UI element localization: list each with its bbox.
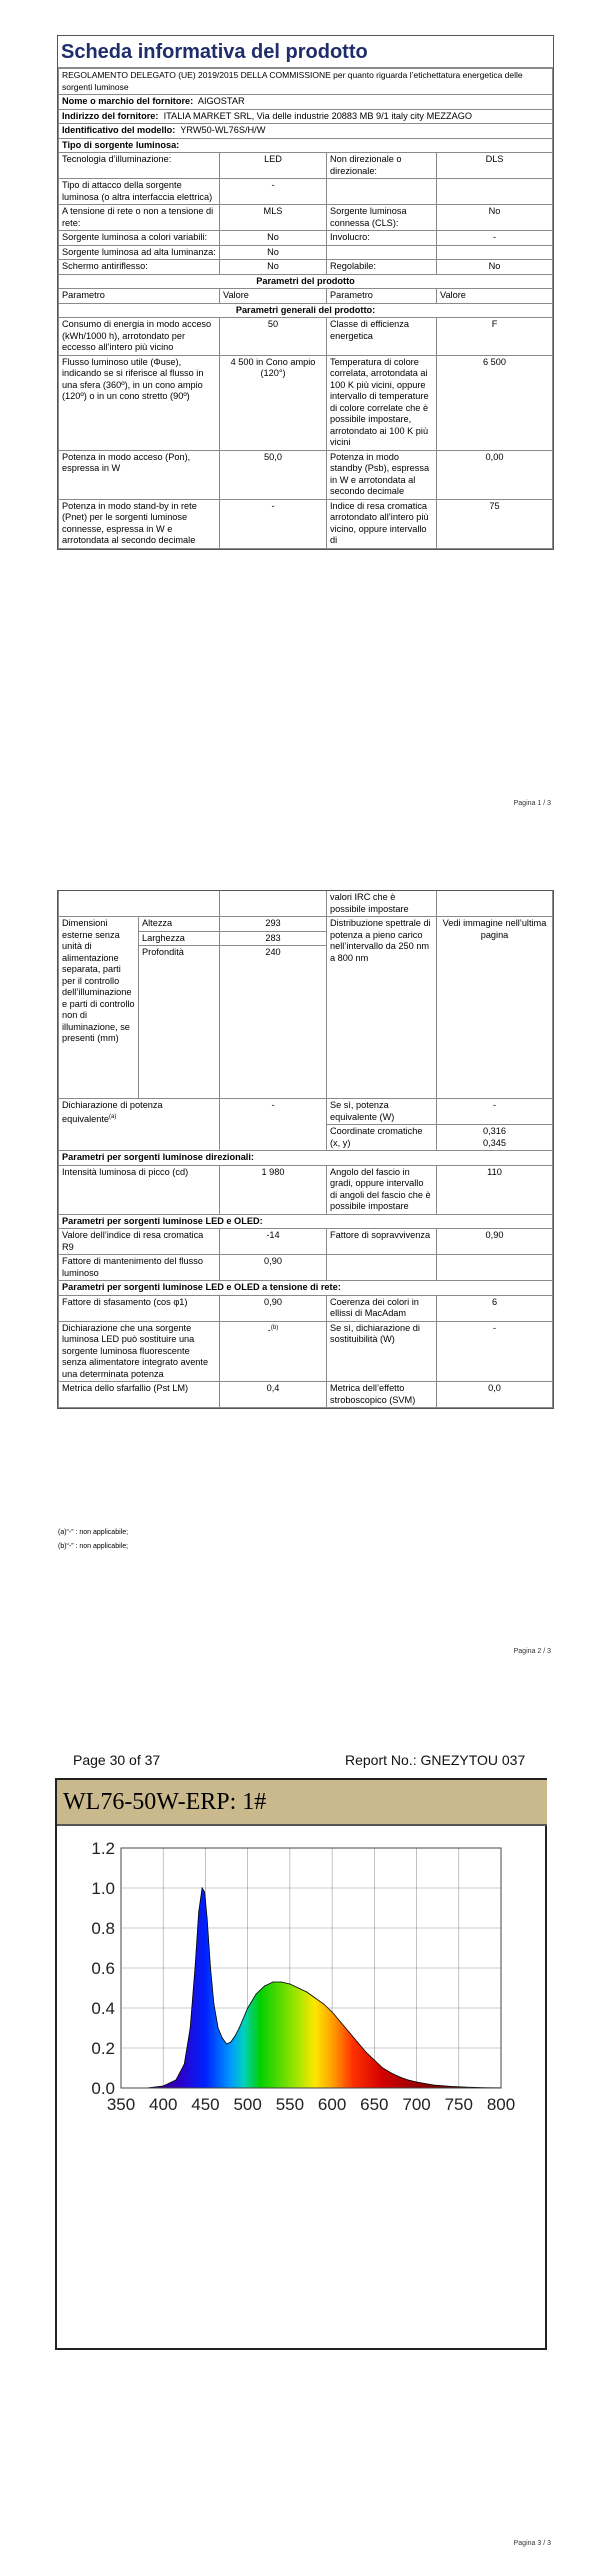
table-row [59,205,553,231]
y-tick-label: 0.8 [91,1919,115,1938]
dimensions-label: Dimensioni esterne senza unità di alimentazione separata, parti per il controllo dell’illuminazione e parti di controllo non di illuminazione, se presenti (mm) [59,917,139,1099]
table-row [59,1382,553,1408]
value-cell [220,1321,327,1382]
report-number-text: Report No.: GNEZYTOU 037 [345,1752,526,1768]
value-cell [220,891,327,917]
data-point [213,2004,214,2005]
param-cell: A tensione di rete o non a tensione di rete: [59,205,220,231]
data-point [281,1982,282,1983]
data-point [306,1992,307,1993]
page-2 [0,860,603,1730]
data-point [399,2077,400,2078]
dimension-name: Profondità [139,946,220,1099]
table-row [59,450,553,499]
table-row [59,917,553,932]
table-row [59,1255,553,1281]
page-number: Pagina 2 / 3 [513,1648,551,1655]
table-row [59,1295,553,1321]
x-tick-label: 600 [317,2095,347,2114]
data-point [374,2060,375,2061]
value-cell: 0,00 [437,450,553,499]
data-point [349,2032,350,2033]
led-heading: Parametri per sorgenti luminose LED e OLED: [59,1214,553,1229]
data-point [298,1988,299,1989]
chromaticity-value [437,1125,553,1151]
data-point [190,2028,191,2029]
data-point [163,2086,164,2087]
footnote-mark: (b) [270,1324,279,1331]
value-cell: F [437,318,553,356]
table-row [59,1099,553,1125]
value-cell: 0,90 [220,1255,327,1281]
value-cell: - [437,1099,553,1125]
param-cell: Se sì, dichiarazione di sostituibilità (W) [327,1321,437,1382]
data-point [230,2042,231,2043]
param-cell: Classe di efficienza energetica [327,318,437,356]
data-point [433,2085,434,2086]
value-cell: 1 980 [220,1165,327,1214]
general-heading: Parametri generali del prodotto: [59,303,553,318]
y-tick-label: 0.4 [91,1999,115,2018]
data-point [239,2028,240,2029]
table-row [59,153,553,179]
param-cell: Potenza in modo acceso (Pon), espressa in W [59,450,220,499]
param-cell [327,1255,437,1281]
table-row [59,231,553,246]
x-tick-label: 800 [486,2095,516,2114]
data-point [247,2008,248,2009]
param-cell: Potenza in modo stand-by in rete (Pnet) per le sorgenti luminose connesse, espressa in W e arrotondata al secondo decimale [59,499,220,548]
chromaticity-label: Coordinate cromatiche (x, y) [327,1125,437,1151]
data-point [382,2068,383,2069]
mains-heading: Parametri per sorgenti luminose LED e OLED a tensione di rete: [59,1281,553,1296]
value-cell: 0,90 [437,1229,553,1255]
value-cell: - [220,499,327,548]
y-tick-label: 1.0 [91,1879,115,1898]
data-point [289,1984,290,1985]
y-tick-label: 1.2 [91,1839,115,1858]
x-tick-label: 450 [191,2095,220,2114]
model-value: YRW50-WL76S/H/W [180,125,266,135]
x-tick-label: 650 [360,2095,389,2114]
spectrum-chart [57,1826,541,2346]
table-row [59,1165,553,1214]
param-cell: Coerenza dei colori in ellissi di MacAdam [327,1295,437,1321]
address-label: Indirizzo del fornitore: [62,110,159,121]
data-point [391,2073,392,2074]
chromaticity-y: 0,345 [483,1137,506,1148]
page-1 [0,0,603,860]
supplier-label: Nome o marchio del fornitore: [62,96,194,106]
dimension-name: Larghezza [139,931,220,946]
param-cell: Metrica dell’effetto stroboscopico (SVM) [327,1382,437,1408]
table-row [59,245,553,260]
supplier-row [59,95,553,110]
data-point [273,1982,274,1983]
params-heading: Parametri del prodotto [59,274,553,289]
value-cell: No [220,260,327,275]
data-point [218,2028,219,2029]
column-header-row [59,289,553,304]
param-cell: Temperatura di colore correlata, arrotondata ai 100 K più vicini, oppure intervallo di temperature di colore correlate che è possibile impostare, arrotondato ai 100 K più vicini [327,355,437,450]
value-cell: 50,0 [220,450,327,499]
y-tick-label: 0.2 [91,2039,115,2058]
value-text: - [267,1324,271,1335]
chromaticity-x: 0,316 [483,1126,506,1136]
value-cell: LED [220,153,327,179]
x-tick-label: 700 [402,2095,431,2114]
table-row [59,355,553,450]
directional-heading: Parametri per sorgenti luminose direzionali: [59,1151,553,1166]
param-cell: Regolabile: [327,260,437,275]
data-point [204,1892,205,1893]
value-cell: 50 [220,318,327,356]
param-cell: Sorgente luminosa ad alta luminanza: [59,245,220,260]
param-cell [327,245,437,260]
data-point [175,2080,176,2081]
value-cell [437,245,553,260]
page-title: Scheda informativa del prodotto [58,36,553,68]
data-point [323,2004,324,2005]
dimension-value: 240 [220,946,327,1099]
param-cell: Potenza in modo standby (Psb), espressa in W e arrotondata al secondo decimale [327,450,437,499]
regulation-text: REGOLAMENTO DELEGATO (UE) 2019/2015 DELLA COMMISSIONE per quanto riguarda l’etichettatura energetica delle sorgenti luminose [59,69,553,95]
page-number: Pagina 1 / 3 [513,800,551,807]
value-cell [437,1255,553,1281]
equivalent-power-label [59,1099,220,1151]
column-header: Parametro [59,289,220,304]
equivalent-power-text: Dichiarazione di potenza equivalente [62,1100,163,1124]
param-cell: Sorgente luminosa a colori variabili: [59,231,220,246]
param-cell: Indice di resa cromatica arrotondato all’intero più vicino, oppure intervallo di [327,499,437,548]
y-tick-label: 0.0 [91,2079,115,2098]
value-cell: - [220,1099,327,1151]
dimension-value: 283 [220,931,327,946]
x-tick-label: 400 [149,2095,178,2114]
param-cell: Fattore di sopravvivenza [327,1229,437,1255]
value-cell: No [220,245,327,260]
param-cell: Schermo antiriflesso: [59,260,220,275]
data-point [184,2064,185,2065]
data-point [332,2012,333,2013]
product-info-table-continued [57,890,554,1409]
data-point [202,1888,203,1889]
value-cell: No [437,205,553,231]
data-point [207,1918,208,1919]
value-cell: No [220,231,327,246]
type-heading: Tipo di sorgente luminosa: [59,138,553,153]
data-point [408,2080,409,2081]
table-row [59,891,553,917]
model-label: Identificativo del modello: [62,125,176,135]
report-page-text: Page 30 of 37 [73,1752,161,1768]
value-cell: - [437,231,553,246]
column-header: Valore [437,289,553,304]
value-cell: 110 [437,1165,553,1214]
address-value: ITALIA MARKET SRL, Via delle industrie 20883 MB 9/1 italy city MEZZAGO [163,110,472,121]
value-cell: - [220,179,327,205]
param-cell [59,891,220,917]
table-row [59,1321,553,1382]
param-cell: Fattore di sfasamento (cos φ1) [59,1295,220,1321]
param-cell [327,179,437,205]
param-cell: Metrica dello sfarfallio (Pst LM) [59,1382,220,1408]
chart-frame [55,1778,547,2350]
data-point [226,2044,227,2045]
y-tick-label: 0.6 [91,1959,115,1978]
spectral-label: Distribuzione spettrale di potenza a pieno carico nell’intervallo da 250 nm a 800 nm [327,917,437,1099]
footnote-mark: (a) [109,1113,117,1120]
value-cell: 6 500 [437,355,553,450]
table-row [59,318,553,356]
table-row [59,260,553,275]
product-info-table [57,35,554,550]
param-cell: Tecnologia d’illuminazione: [59,153,220,179]
param-cell: Valore dell’indice di resa cromatica R9 [59,1229,220,1255]
param-cell: Dichiarazione che una sorgente luminosa LED può sostituire una sorgente luminosa fluorescente senza alimentatore integrato avente una determinata potenza [59,1321,220,1382]
param-cell: Fattore di mantenimento del flusso luminoso [59,1255,220,1281]
param-cell: Involucro: [327,231,437,246]
value-cell: -14 [220,1229,327,1255]
model-row [59,124,553,139]
dimension-name: Altezza [139,917,220,932]
value-cell: 6 [437,1295,553,1321]
value-cell: 75 [437,499,553,548]
data-point [365,2052,366,2053]
value-cell [437,891,553,917]
data-point [357,2042,358,2043]
table-row [59,499,553,548]
page-3 [0,1730,603,2560]
value-cell: 0,4 [220,1382,327,1408]
data-point [416,2082,417,2083]
value-cell: 0,0 [437,1382,553,1408]
param-cell: Tipo di attacco della sorgente luminosa (o altra interfaccia elettrica) [59,179,220,205]
x-tick-label: 350 [106,2095,136,2114]
spectrum-figure [55,1752,545,2352]
supplier-value: AIGOSTAR [197,96,245,106]
dimension-value: 293 [220,917,327,932]
data-point [315,1998,316,1999]
page-number: Pagina 3 / 3 [513,2540,551,2547]
data-point [264,1986,265,1987]
value-cell: 4 500 in Cono ampio (120°) [220,355,327,450]
x-tick-label: 750 [444,2095,473,2114]
table-row [59,179,553,205]
value-cell [437,179,553,205]
footnote-b: (b)“-” : non applicabile; [58,1543,129,1550]
data-point [198,1912,199,1913]
data-point [256,1994,257,1995]
param-cell: valori IRC che è possibile impostare [327,891,437,917]
param-cell: Consumo di energia in modo acceso (kWh/1000 h), arrotondato per eccesso all’intero più vicino [59,318,220,356]
param-cell: Flusso luminoso utile (Φuse), indicando se si riferisce al flusso in una sfera (360º), in un cono ampio (120º) o in un cono stretto (90º) [59,355,220,450]
address-row [59,109,553,124]
data-point [195,1964,196,1965]
x-tick-label: 550 [275,2095,305,2114]
param-cell: Intensità luminosa di picco (cd) [59,1165,220,1214]
table-row [59,1229,553,1255]
value-cell: 0,90 [220,1295,327,1321]
data-point [340,2022,341,2023]
footnote-a: (a)“-” : non applicabile; [58,1529,129,1536]
value-cell: DLS [437,153,553,179]
param-cell: Non direzionale o direzionale: [327,153,437,179]
value-cell: No [437,260,553,275]
value-cell: MLS [220,205,327,231]
data-point [450,2086,451,2087]
spectral-value: Vedi immagine nell’ultima pagina [437,917,553,1099]
data-point [235,2036,236,2037]
column-header: Parametro [327,289,437,304]
chart-header: WL76-50W-ERP: 1# [57,1780,547,1826]
param-cell: Se sì, potenza equivalente (W) [327,1099,437,1125]
x-tick-label: 500 [233,2095,262,2114]
data-point [222,2038,223,2039]
data-point [210,1968,211,1969]
value-cell: - [437,1321,553,1382]
param-cell: Angolo del fascio in gradi, oppure intervallo di angoli del fascio che è possibile impostare [327,1165,437,1214]
column-header: Valore [220,289,327,304]
param-cell: Sorgente luminosa connessa (CLS): [327,205,437,231]
